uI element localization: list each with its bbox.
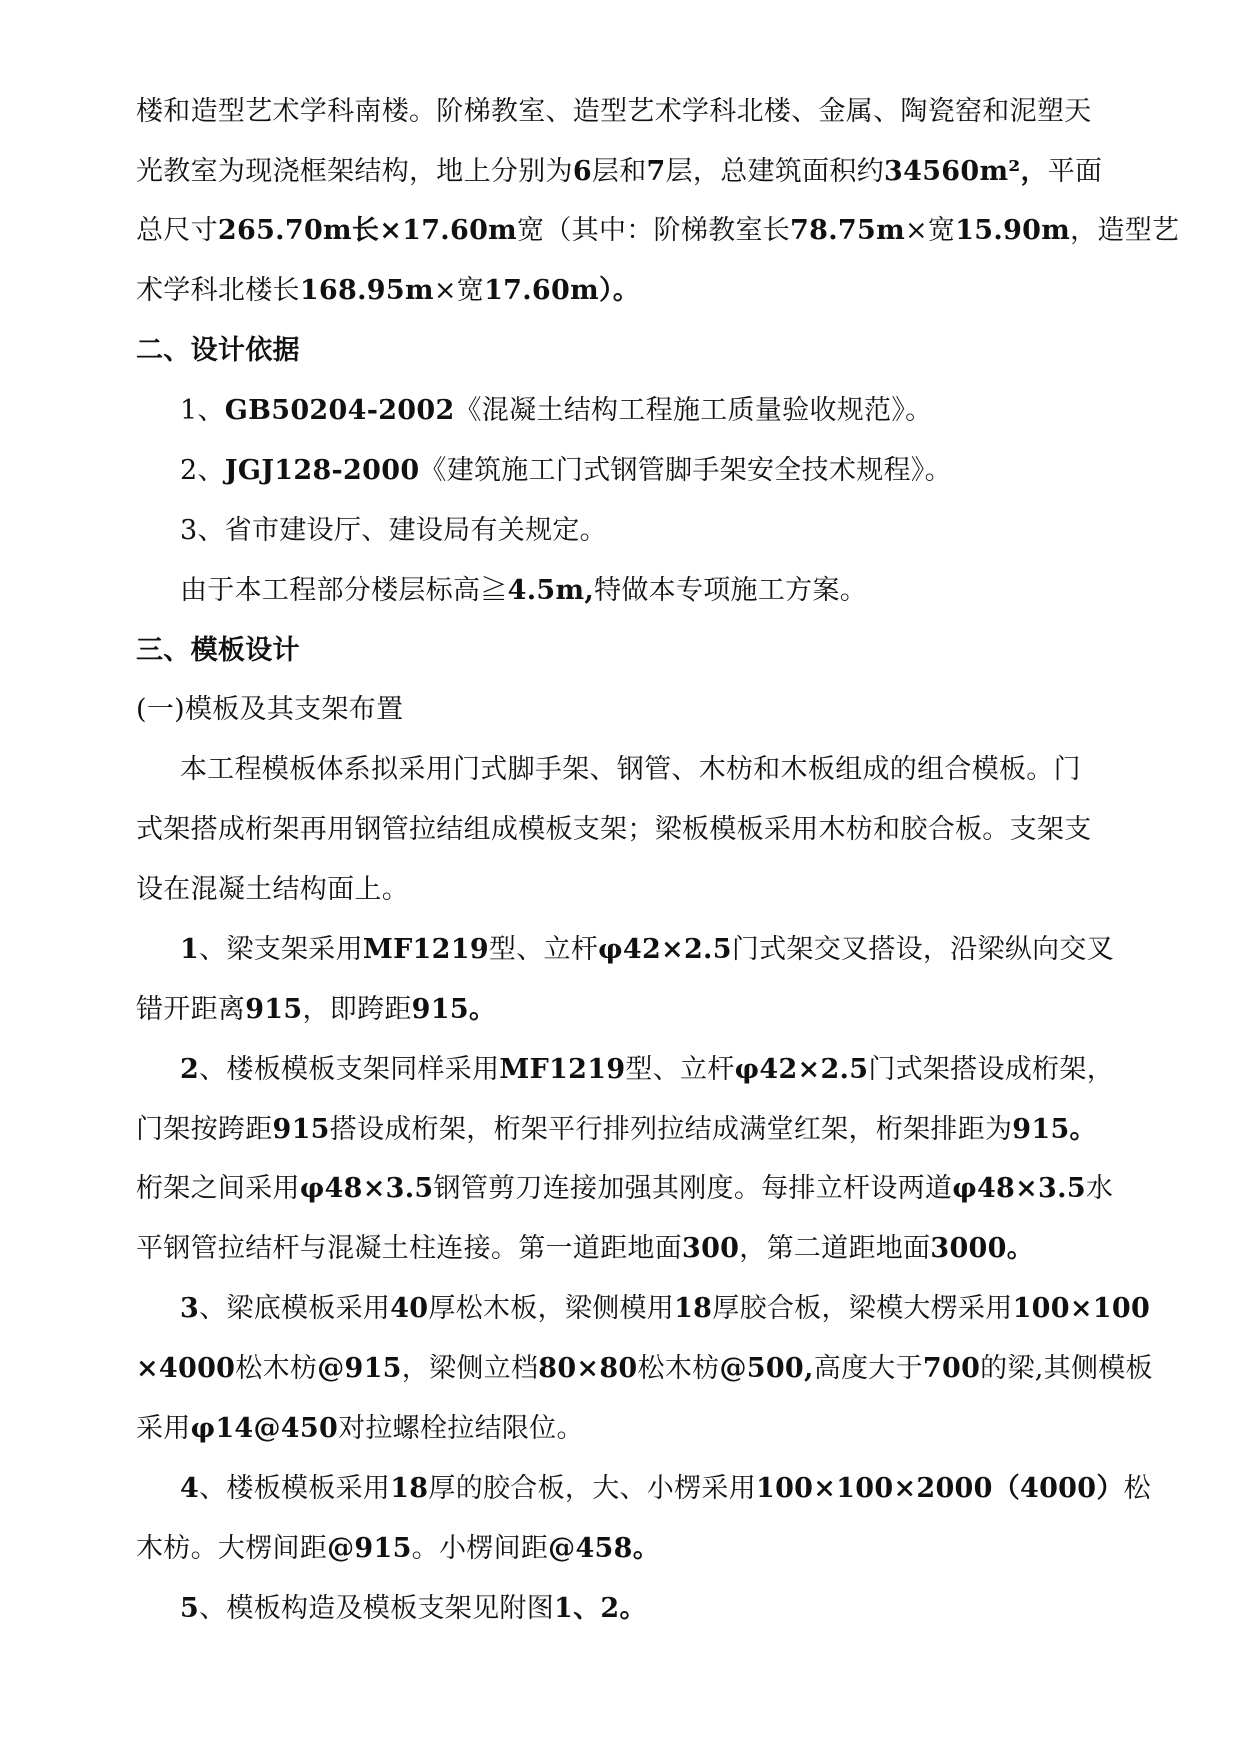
text: 对拉螺栓拉结限位。 xyxy=(338,1413,584,1444)
value: φ48×3.5 xyxy=(952,1173,1086,1204)
item-number: 5 xyxy=(180,1593,200,1624)
total-area: 34560m²， xyxy=(884,156,1048,187)
value: 78.75m xyxy=(790,215,905,246)
text: ×宽 xyxy=(904,215,956,246)
floor-count-7: 7 xyxy=(646,156,666,187)
paragraph-1-line-2: 式架搭成桁架再用钢管拉结组成模板支架；梁板模板采用木枋和胶合板。支架支 xyxy=(136,814,1092,845)
intro-line-4 xyxy=(136,271,1141,311)
text: 厚松木板，梁侧模用 xyxy=(428,1293,675,1324)
text: 、楼板模板支架同样采用 xyxy=(199,1054,500,1085)
text: 总尺寸 xyxy=(136,215,218,246)
value: ×4000 xyxy=(136,1353,236,1384)
value: 4.5m, xyxy=(507,575,595,606)
text: 厚的胶合板，大、小楞采用 xyxy=(428,1473,756,1504)
value: @915 xyxy=(317,1353,402,1384)
value: φ14@450 xyxy=(190,1413,339,1444)
item-3-line-1 xyxy=(180,1289,1151,1329)
text: 错开距离 xyxy=(136,994,246,1025)
standard-title: 《混凝土结构工程施工质量验收规范》。 xyxy=(454,395,933,426)
paragraph-1-line-3: 设在混凝土结构面上。 xyxy=(136,874,409,905)
basis-item-3: 3、省市建设厅、建设局有关规定。 xyxy=(180,515,607,546)
standard-code: JGJ128-2000 xyxy=(224,455,420,486)
text: 水 xyxy=(1085,1173,1114,1204)
text: 、楼板模板采用 xyxy=(199,1473,391,1504)
text: 术学科北楼长 xyxy=(136,275,300,306)
section-3-heading: 三、模板设计 xyxy=(136,635,300,666)
text: 层，总建筑面积约 xyxy=(665,156,885,187)
item-3-line-3 xyxy=(136,1409,1141,1449)
text: ，即跨距 xyxy=(302,994,412,1025)
text: 松 xyxy=(1123,1473,1151,1504)
text: 2、 xyxy=(180,455,225,486)
item-1-line-2 xyxy=(136,990,1141,1030)
value: 3000。 xyxy=(930,1233,1035,1264)
text: 钢管剪刀连接加强其刚度。每排立杆设两道 xyxy=(433,1173,953,1204)
value: φ42×2.5 xyxy=(598,934,732,965)
value: @915 xyxy=(327,1533,412,1564)
value: 100×100×2000（4000） xyxy=(756,1473,1124,1504)
text: ，第二道距地面 xyxy=(739,1233,931,1264)
text: 搭设成桁架，桁架平行排列拉结成满堂红架，桁架排距为 xyxy=(329,1114,1013,1145)
item-number: 2 xyxy=(180,1054,200,1085)
value: @500, xyxy=(719,1353,814,1384)
subsection-heading: (一)模板及其支架布置 xyxy=(136,694,404,725)
intro-line-2 xyxy=(136,152,1141,192)
plan-dimensions: 265.70m长×17.60m xyxy=(217,215,518,246)
text: 光教室为现浇框架结构，地上分别为 xyxy=(136,156,573,187)
item-number: 4 xyxy=(180,1473,200,1504)
text: 平钢管拉结杆与混凝土柱连接。第一道距地面 xyxy=(136,1233,682,1264)
item-2-line-2 xyxy=(136,1110,1141,1150)
value: 915。 xyxy=(1012,1114,1097,1145)
text: 层和 xyxy=(591,156,647,187)
value: 700 xyxy=(922,1353,981,1384)
intro-text: 楼和造型艺术学科南楼。阶梯教室、造型艺术学科北楼、金属、陶瓷窑和泥塑天 xyxy=(136,96,1092,127)
text: 采用 xyxy=(136,1413,191,1444)
value: 1、2。 xyxy=(554,1593,647,1624)
value: 915 xyxy=(272,1114,330,1145)
standard-code: GB50204-2002 xyxy=(224,395,455,426)
item-number: 1 xyxy=(180,934,200,965)
item-4-line-1 xyxy=(180,1469,1151,1509)
text: 特做本专项施工方案。 xyxy=(594,575,868,606)
text: 1、 xyxy=(180,395,225,426)
text: ，造型艺 xyxy=(1070,215,1180,246)
item-2-line-3 xyxy=(136,1169,1141,1209)
text: ，梁侧立档 xyxy=(401,1353,539,1384)
value: @458。 xyxy=(548,1533,661,1564)
text: 、模板构造及模板支架见附图 xyxy=(199,1593,554,1624)
text: 松木枋 xyxy=(637,1353,720,1384)
item-1-line-1 xyxy=(180,930,1141,970)
item-number: 3 xyxy=(180,1293,200,1324)
value: 168.95m xyxy=(299,275,434,306)
section-2-heading: 二、设计依据 xyxy=(136,335,300,366)
value: 40 xyxy=(390,1293,429,1324)
standard-title: 《建筑施工门式钢管脚手架安全技术规程》。 xyxy=(419,455,952,486)
value: 15.90m xyxy=(955,215,1071,246)
paragraph-1-line-1: 本工程模板体系拟采用门式脚手架、钢管、木枋和木板组成的组合模板。门 xyxy=(180,754,1081,785)
value: 18 xyxy=(390,1473,429,1504)
value: MF1219 xyxy=(362,934,489,965)
floor-count-6: 6 xyxy=(572,156,592,187)
text: ×宽 xyxy=(433,275,485,306)
text: 木枋。大楞间距 xyxy=(136,1533,328,1564)
text: 平面 xyxy=(1047,156,1103,187)
value: 80×80 xyxy=(538,1353,638,1384)
value: φ48×3.5 xyxy=(299,1173,434,1204)
text: 桁架之间采用 xyxy=(136,1173,300,1204)
value: 915。 xyxy=(411,994,497,1025)
basis-item-1 xyxy=(180,391,1141,431)
basis-item-2 xyxy=(180,451,1141,491)
intro-line-3 xyxy=(136,211,1180,251)
text: 型、立杆 xyxy=(625,1054,735,1085)
text: 宽（其中：阶梯教室长 xyxy=(517,215,791,246)
value: 100×100 xyxy=(1012,1293,1151,1324)
value: 915 xyxy=(245,994,303,1025)
text: 松木枋 xyxy=(235,1353,318,1384)
text: 由于本工程部分楼层标高≧ xyxy=(180,575,508,606)
value: 18 xyxy=(674,1293,713,1324)
item-3-line-2 xyxy=(136,1349,1153,1389)
text: 门式架交叉搭设，沿梁纵向交叉 xyxy=(731,934,1115,965)
item-4-line-2 xyxy=(136,1529,1141,1569)
value: 300 xyxy=(682,1233,740,1264)
basis-note xyxy=(180,571,1141,611)
text: 门式架搭设成桁架， xyxy=(868,1054,1115,1085)
intro-line-1 xyxy=(136,92,1141,132)
value: 17.60m）。 xyxy=(484,275,641,306)
text: 厚胶合板，梁模大楞采用 xyxy=(712,1293,1013,1324)
item-5-line-1 xyxy=(180,1589,1141,1629)
text: 门架按跨距 xyxy=(136,1114,273,1145)
item-2-line-1 xyxy=(180,1050,1141,1090)
text: 、梁底模板采用 xyxy=(199,1293,391,1324)
text: 、梁支架采用 xyxy=(199,934,363,965)
value: φ42×2.5 xyxy=(734,1054,869,1085)
text: 。小楞间距 xyxy=(411,1533,549,1564)
text: 的梁,其侧模板 xyxy=(980,1353,1153,1384)
text: 高度大于 xyxy=(813,1353,923,1384)
item-2-line-4 xyxy=(136,1229,1141,1269)
text: 型、立杆 xyxy=(488,934,599,965)
value: MF1219 xyxy=(499,1054,626,1085)
